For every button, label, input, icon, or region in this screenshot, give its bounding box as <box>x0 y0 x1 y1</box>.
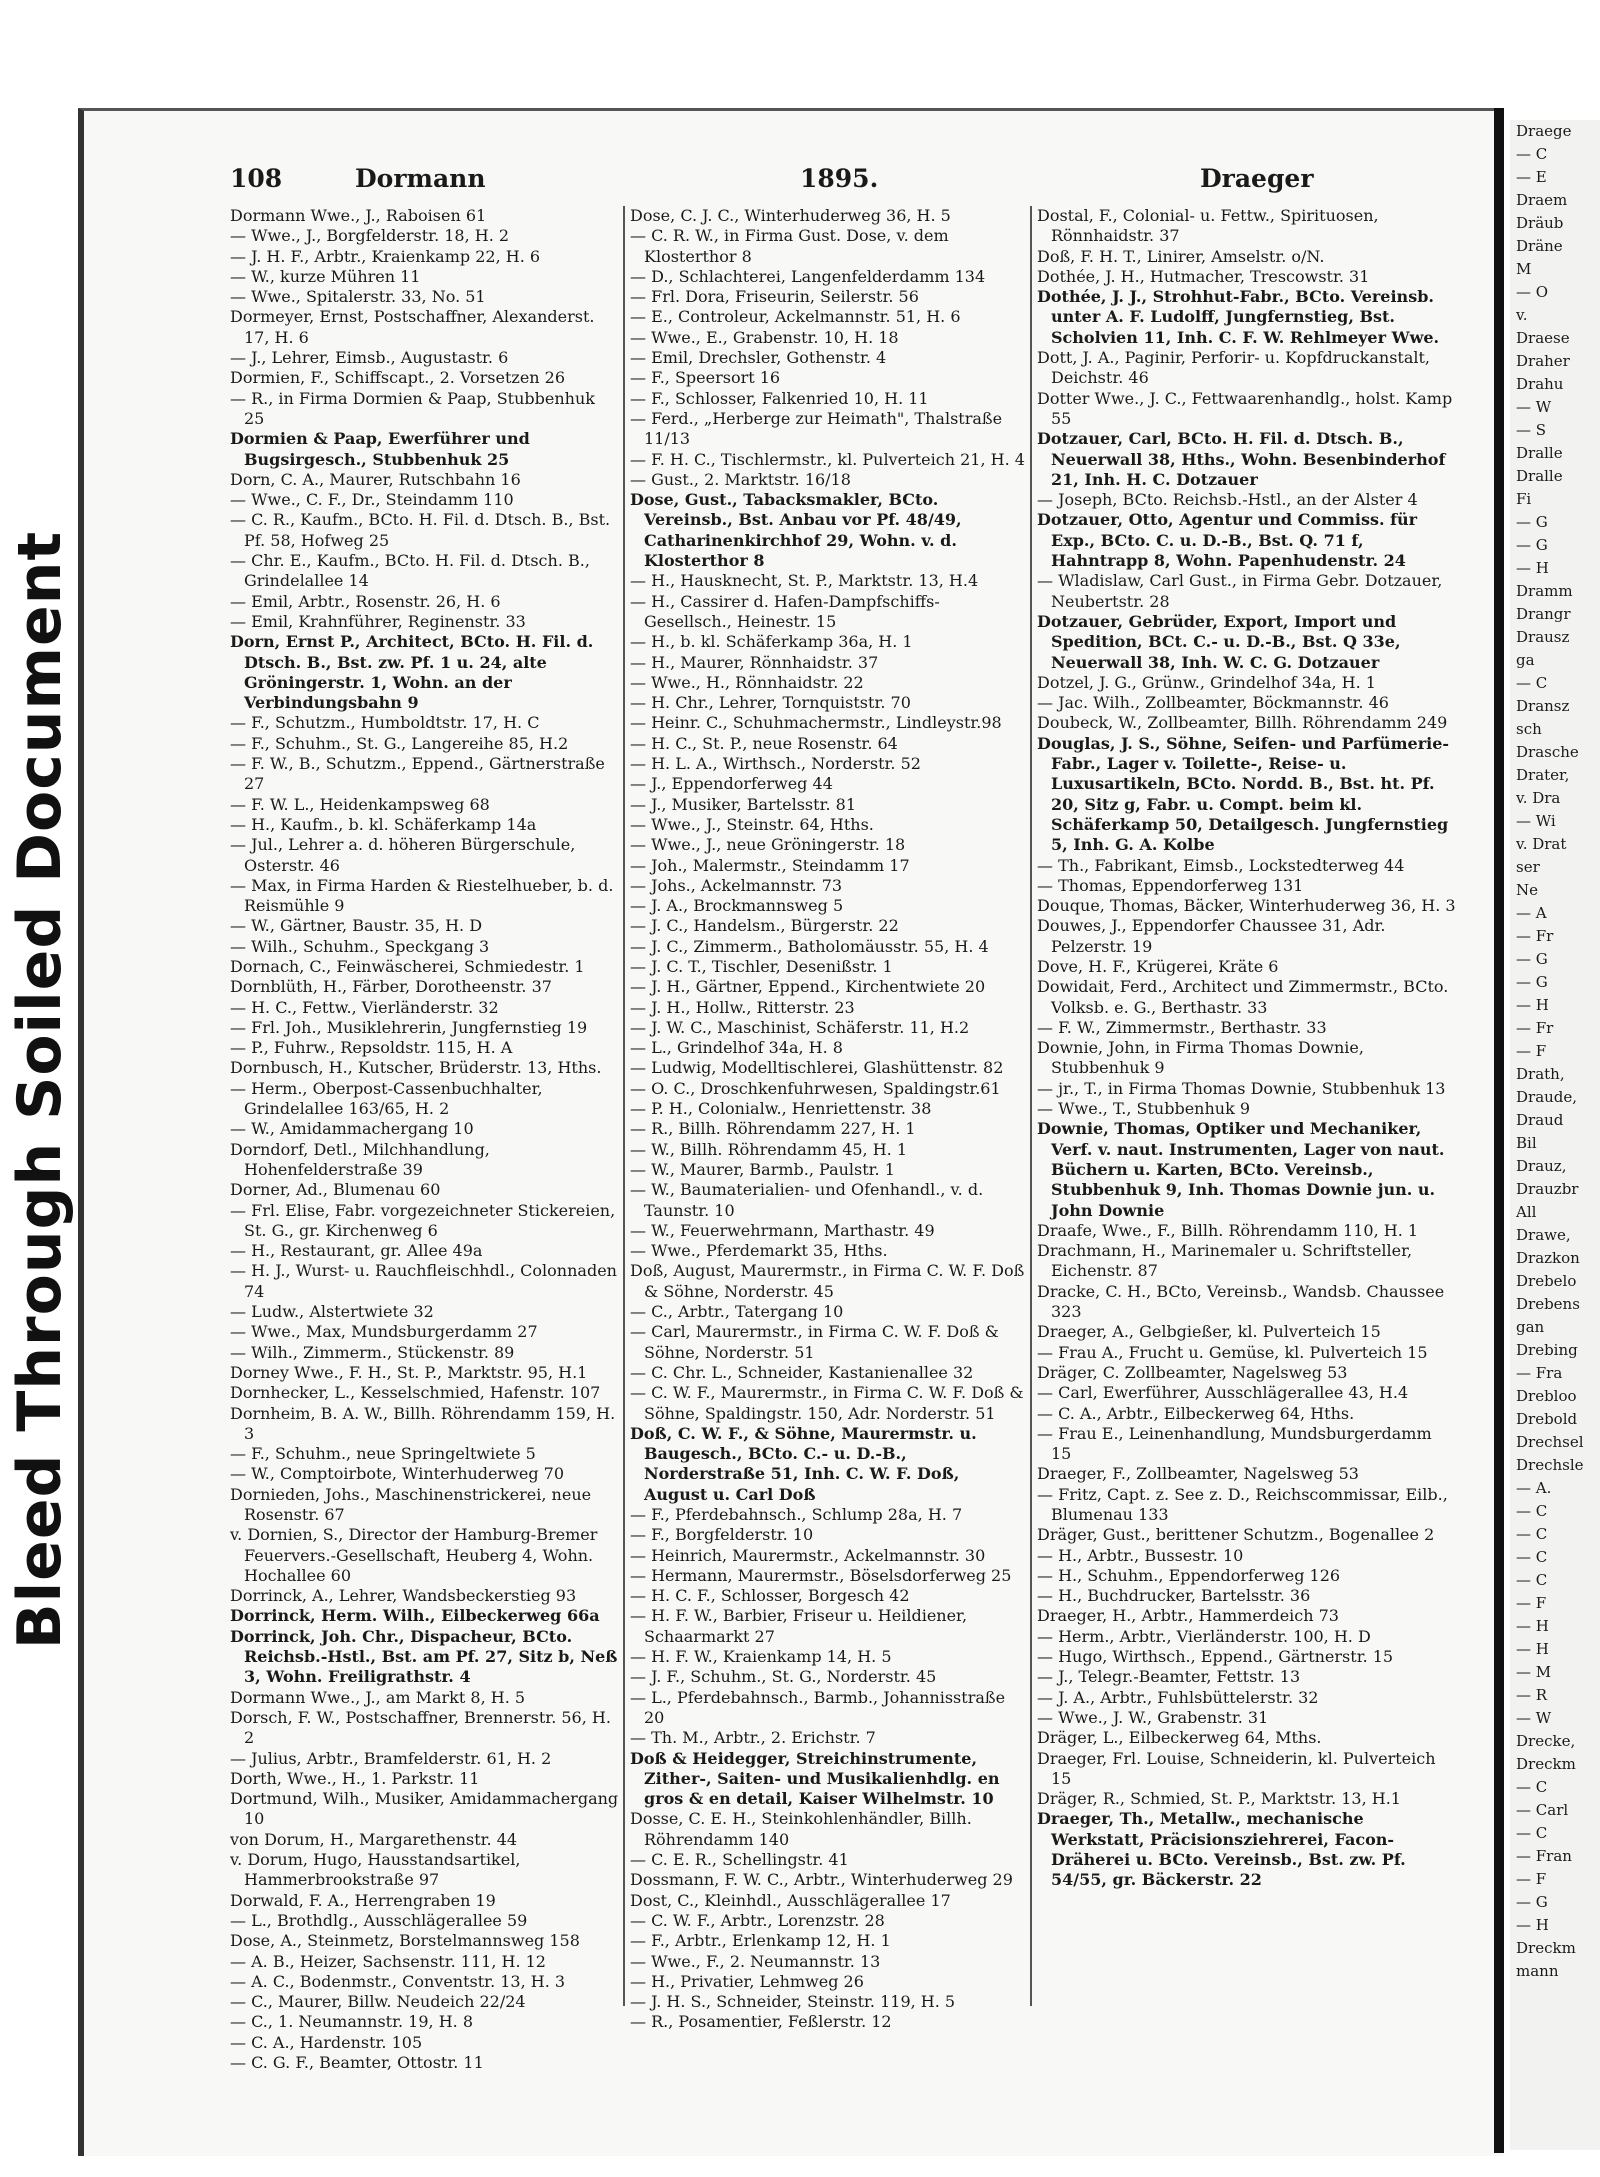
directory-entry: — Heinrich, Maurermstr., Ackelmannstr. 30 <box>630 1545 986 1565</box>
directory-entry: — Herm., Oberpost-Cassenbuchhalter, Grindelallee 163/65, H. 2 <box>230 1078 543 1119</box>
stamp-text: Bleed Through Soiled Document <box>5 530 76 1650</box>
directory-entry: — H., Cassirer d. Hafen-Dampfschiffs-Gesellsch., Heinestr. 15 <box>630 591 940 631</box>
next-page-entry-fragment: — Fra <box>1516 1364 1563 1382</box>
directory-entry: — Wwe., Spitalerstr. 33, No. 51 <box>230 287 486 307</box>
directory-entry: Dothée, J. H., Hutmacher, Trescowstr. 31 <box>1037 266 1370 286</box>
directory-entry: — Wilh., Zimmerm., Stückenstr. 89 <box>230 1342 515 1362</box>
directory-entry: — F., Pferdebahnsch., Schlump 28a, H. 7 <box>630 1505 963 1524</box>
directory-entry: — Emil, Krahnführer, Reginenstr. 33 <box>230 611 526 631</box>
directory-entry: — Th., Fabrikant, Eimsb., Lockstedterweg 44 <box>1037 855 1405 875</box>
directory-entry: — R., in Firma Dormien & Paap, Stubbenhuk 25 <box>230 388 595 428</box>
directory-entry: — H. J., Wurst- u. Rauchfleischhdl., Colonnaden 74 <box>230 1261 617 1301</box>
directory-entry: Dotzauer, Otto, Agentur und Commiss. für Exp., BCto. C. u. D.-B., Bst. Q. 71 f, Hahntrapp 8, Wohn. Papenhudenstr. 24 <box>1037 510 1418 571</box>
next-page-entry-fragment: — C <box>1516 1778 1548 1796</box>
directory-entry: — C. G. F., Beamter, Ottostr. 11 <box>230 2053 484 2073</box>
next-page-entry-fragment: — C <box>1516 674 1548 692</box>
next-page-entry-fragment: gan <box>1516 1318 1545 1336</box>
directory-entry: — W., kurze Mühren 11 <box>230 266 421 286</box>
directory-entry: — Ferd., „Herberge zur Heimath", Thalstraße 11/13 <box>630 408 1003 449</box>
directory-entry: — Wwe., J. W., Grabenstr. 31 <box>1037 1707 1269 1727</box>
next-page-entry-fragment: Draege <box>1516 122 1572 140</box>
directory-entry: — Wwe., F., 2. Neumannstr. 13 <box>630 1951 881 1971</box>
directory-entry: Dormeyer, Ernst, Postschaffner, Alexanderst. 17, H. 6 <box>230 307 595 347</box>
next-page-entry-fragment: Drebelo <box>1516 1272 1577 1290</box>
next-page-entry-fragment: Drebloo <box>1516 1387 1577 1405</box>
directory-entry: Drachmann, H., Marinemaler u. Schriftsteller, Eichenstr. 87 <box>1037 1241 1413 1281</box>
next-page-entry-fragment: Draud <box>1516 1111 1564 1129</box>
directory-entry: — Th. M., Arbtr., 2. Erichstr. 7 <box>630 1728 876 1748</box>
directory-entry: — Wilh., Schuhm., Speckgang 3 <box>230 936 490 956</box>
next-page-entry-fragment: Drangr <box>1516 605 1571 623</box>
directory-entry: Dormien & Paap, Ewerführer und Bugsirgesch., Stubbenhuk 25 <box>230 429 530 469</box>
right-guide-word: Draeger <box>1200 164 1314 193</box>
next-page-entry-fragment: Dramm <box>1516 582 1573 600</box>
directory-entry: — J. A., Brockmannsweg 5 <box>630 896 844 916</box>
directory-entry: — F., Schlosser, Falkenried 10, H. 11 <box>630 388 929 408</box>
next-page-entry-fragment: Dräub <box>1516 214 1564 232</box>
directory-entry: Dräger, R., Schmied, St. P., Marktstr. 13, H.1 <box>1037 1789 1401 1809</box>
directory-entry: Dornach, C., Feinwäscherei, Schmiedestr. 1 <box>230 956 585 976</box>
next-page-entry-fragment: Drechsle <box>1516 1456 1584 1474</box>
directory-entry: Dorndorf, Detl., Milchhandlung, Hohenfelderstraße 39 <box>230 1139 490 1179</box>
directory-entry: Dräger, Gust., berittener Schutzm., Bogenallee 2 <box>1037 1525 1435 1545</box>
directory-entry: — C. W. F., Arbtr., Lorenzstr. 28 <box>630 1910 885 1930</box>
directory-entry: Dormien, F., Schiffscapt., 2. Vorsetzen 26 <box>230 368 566 388</box>
directory-entry: Doß & Heidegger, Streichinstrumente, Zither-, Saiten- und Musikalienhdlg. en gros & en detail, Kaiser Wilhelmstr. 10 <box>630 1748 1000 1809</box>
directory-entry: — F. W., Zimmermstr., Berthastr. 33 <box>1037 1017 1327 1037</box>
directory-entry: Dormann Wwe., J., am Markt 8, H. 5 <box>230 1687 526 1707</box>
next-page-entry-fragment: ser <box>1516 858 1540 876</box>
next-page-entry-fragment: v. <box>1516 306 1528 324</box>
next-page-entry-fragment: — H <box>1516 996 1549 1014</box>
directory-entry: Dossmann, F. W. C., Arbtr., Winterhuderweg 29 <box>630 1870 1013 1890</box>
directory-entry: — H., Schuhm., Eppendorferweg 126 <box>1037 1565 1341 1585</box>
directory-entry: — Frau E., Leinenhandlung, Mundsburgerdamm 15 <box>1037 1423 1432 1464</box>
directory-entry: Dothée, J. J., Strohhut-Fabr., BCto. Vereinsb. unter A. F. Ludolff, Jungfernstieg, Bst. Scholvien 11, Inh. C. F. W. Rehlmeyer Wwe. <box>1037 287 1440 347</box>
directory-entry: Dost, C., Kleinhdl., Ausschlägerallee 17 <box>630 1890 951 1910</box>
directory-entry: Dorth, Wwe., H., 1. Parkstr. 11 <box>230 1768 480 1788</box>
next-page-entry-fragment: Dräne <box>1516 237 1563 255</box>
directory-entry: Doß, F. H. T., Linirer, Amselstr. o/N. <box>1037 246 1325 266</box>
next-page-entry-fragment: Drebens <box>1516 1295 1580 1313</box>
next-page-entry-fragment: — Wi <box>1516 812 1556 830</box>
directory-entry: — Carl, Ewerführer, Ausschlägerallee 43, H.4 <box>1037 1383 1409 1403</box>
page-number: 108 <box>230 164 283 193</box>
next-page-entry-fragment: Draher <box>1516 352 1570 370</box>
next-page-entry-fragment: — F <box>1516 1870 1547 1888</box>
next-page-entry-fragment: Drater, <box>1516 766 1570 784</box>
next-page-entry-fragment: Drauzbr <box>1516 1180 1579 1198</box>
directory-entry: Dortmund, Wilh., Musiker, Amidammachergang 10 <box>230 1789 619 1829</box>
next-page-entry-fragment: — H <box>1516 559 1549 577</box>
directory-entry: — C. W. F., Maurermstr., in Firma C. W. F. Doß & Söhne, Spaldingstr. 150, Adr. Norderstr. 51 <box>630 1383 1024 1423</box>
directory-entry: — W., Feuerwehrmann, Marthastr. 49 <box>630 1220 935 1240</box>
directory-entry: Dotzel, J. G., Grünw., Grindelhof 34a, H. 1 <box>1037 672 1376 692</box>
directory-entry: — E., Controleur, Ackelmannstr. 51, H. 6 <box>630 307 961 327</box>
directory-entry: Douwes, J., Eppendorfer Chaussee 31, Adr. Pelzerstr. 19 <box>1037 916 1386 956</box>
directory-entry: — J. H., Hollw., Ritterstr. 23 <box>630 997 855 1017</box>
directory-column-3 <box>1037 206 1457 2036</box>
directory-entry: — Johs., Ackelmannstr. 73 <box>630 875 843 895</box>
directory-column-2 <box>630 206 1025 2036</box>
next-page-entry-fragment: — S <box>1516 421 1547 439</box>
directory-entry: Douque, Thomas, Bäcker, Winterhuderweg 36, H. 3 <box>1037 896 1456 916</box>
directory-entry: — H. Chr., Lehrer, Tornquiststr. 70 <box>630 693 911 713</box>
soiled-document-stamp <box>0 530 80 1650</box>
directory-entry: — J. A., Arbtr., Fuhlsbüttelerstr. 32 <box>1037 1687 1319 1707</box>
directory-entry: — H., Restaurant, gr. Allee 49a <box>230 1241 483 1261</box>
next-page-entry-fragment: Drawe, <box>1516 1226 1571 1244</box>
directory-entry: — Gust., 2. Marktstr. 16/18 <box>630 469 851 489</box>
directory-entry: Dorn, C. A., Maurer, Rutschbahn 16 <box>230 469 521 489</box>
directory-entry: — J., Telegr.-Beamter, Fettstr. 13 <box>1037 1667 1301 1687</box>
next-page-entry-fragment: — H <box>1516 1916 1549 1934</box>
directory-entry: — J., Lehrer, Eimsb., Augustastr. 6 <box>230 348 509 368</box>
directory-entry: von Dorum, H., Margarethenstr. 44 <box>230 1829 518 1849</box>
directory-entry: — H., Hausknecht, St. P., Marktstr. 13, H.4 <box>630 571 979 591</box>
directory-entry: — C., 1. Neumannstr. 19, H. 8 <box>230 2012 473 2032</box>
directory-entry: Dornbusch, H., Kutscher, Brüderstr. 13, Hths. <box>230 1058 602 1078</box>
directory-entry: — Hermann, Maurermstr., Böselsdorferweg 25 <box>630 1565 1012 1585</box>
directory-entry: Downie, John, in Firma Thomas Downie, Stubbenhuk 9 <box>1037 1038 1364 1078</box>
directory-entry: — Emil, Drechsler, Gothenstr. 4 <box>630 348 887 368</box>
next-page-entry-fragment: — H <box>1516 1640 1549 1658</box>
next-page-entry-fragment: Drazkon <box>1516 1249 1580 1267</box>
directory-entry: — Frl. Joh., Musiklehrerin, Jungfernstieg 19 <box>230 1017 588 1037</box>
directory-entry: — J. C. T., Tischler, Desenißstr. 1 <box>630 956 893 976</box>
directory-entry: Dorney Wwe., F. H., St. P., Marktstr. 95, H.1 <box>230 1362 588 1382</box>
directory-entry: — Fritz, Capt. z. See z. D., Reichscommissar, Eilb., Blumenau 133 <box>1037 1484 1448 1524</box>
next-page-entry-fragment: — F <box>1516 1042 1547 1060</box>
directory-entry: — C. A., Hardenstr. 105 <box>230 2032 423 2052</box>
directory-entry: — L., Grindelhof 34a, H. 8 <box>630 1038 843 1058</box>
directory-entry: Dott, J. A., Paginir, Perforir- u. Kopfdruckanstalt, Deichstr. 46 <box>1037 348 1431 388</box>
directory-entry: — Thomas, Eppendorferweg 131 <box>1037 875 1304 895</box>
directory-entry: — A. C., Bodenmstr., Conventstr. 13, H. 3 <box>230 1971 566 1991</box>
directory-entry: — J. C., Zimmerm., Batholomäusstr. 55, H. 4 <box>630 936 989 956</box>
directory-entry: — Wwe., Pferdemarkt 35, Hths. <box>630 1241 888 1261</box>
directory-entry: — H., Privatier, Lehmweg 26 <box>630 1971 864 1991</box>
directory-entry: — F., Schuhm., neue Springeltwiete 5 <box>230 1444 536 1464</box>
next-page-entry-fragment: Draude, <box>1516 1088 1578 1106</box>
directory-entry: — H., Buchdrucker, Bartelsstr. 36 <box>1037 1586 1311 1606</box>
directory-entry: — F., Schuhm., St. G., Langereihe 85, H.2 <box>230 733 569 753</box>
next-page-entry-fragment: — C <box>1516 1525 1548 1543</box>
directory-entry: — Herm., Arbtr., Vierländerstr. 100, H. D <box>1037 1626 1371 1646</box>
directory-entry: — F., Schutzm., Humboldtstr. 17, H. C <box>230 713 540 733</box>
directory-entry: Dosse, C. E. H., Steinkohlenhändler, Billh. Röhrendamm 140 <box>630 1809 972 1849</box>
next-page-entry-fragment: Drebold <box>1516 1410 1578 1428</box>
directory-entry: Dose, A., Steinmetz, Borstelmannsweg 158 <box>230 1931 580 1951</box>
directory-entry: — W., Baumaterialien- und Ofenhandl., v. d. Taunstr. 10 <box>630 1180 984 1220</box>
next-page-entry-fragment: Drecke, <box>1516 1732 1576 1750</box>
directory-entry: — L., Brothdlg., Ausschlägerallee 59 <box>230 1910 528 1930</box>
directory-entry: — F. W., B., Schutzm., Eppend., Gärtnerstraße 27 <box>230 754 605 794</box>
next-page-entry-fragment: Bil <box>1516 1134 1537 1152</box>
directory-entry: — O. C., Droschkenfuhrwesen, Spaldingstr.61 <box>630 1078 1001 1098</box>
directory-entry: — Ludw., Alstertwiete 32 <box>230 1302 434 1322</box>
directory-entry: — W., Billh. Röhrendamm 45, H. 1 <box>630 1139 908 1159</box>
directory-entry: — C., Maurer, Billw. Neudeich 22/24 <box>230 1992 526 2012</box>
left-guide-word: Dormann <box>355 164 486 193</box>
directory-entry: Draeger, F., Zollbeamter, Nagelsweg 53 <box>1037 1464 1359 1484</box>
directory-entry: — J. H. F., Arbtr., Kraienkamp 22, H. 6 <box>230 246 541 266</box>
directory-entry: — C. R. W., in Firma Gust. Dose, v. dem Klosterthor 8 <box>630 226 949 266</box>
directory-entry: — C. E. R., Schellingstr. 41 <box>630 1850 849 1870</box>
next-page-entry-fragment: — W <box>1516 398 1552 416</box>
directory-column-1 <box>230 206 620 2073</box>
directory-entry: — H., Maurer, Rönnhaidstr. 37 <box>630 652 879 672</box>
directory-entry: Draeger, Frl. Louise, Schneiderin, kl. Pulverteich 15 <box>1037 1748 1436 1788</box>
directory-entry: — C., Arbtr., Tatergang 10 <box>630 1302 844 1322</box>
directory-entry: Dräger, L., Eilbeckerweg 64, Mths. <box>1037 1728 1322 1748</box>
directory-entry: Draeger, H., Arbtr., Hammerdeich 73 <box>1037 1606 1339 1626</box>
next-page-entry-fragment: Dreckm <box>1516 1755 1576 1773</box>
directory-entry: Dotzauer, Gebrüder, Export, Import und Spedition, BCt. C.- u. D.-B., Bst. Q 33e, Neuerwall 38, Inh. W. C. G. Dotzauer <box>1037 611 1401 672</box>
next-page-entry-fragment: Ne <box>1516 881 1539 899</box>
directory-entry: Dotter Wwe., J. C., Fettwaarenhandlg., holst. Kamp 55 <box>1037 388 1453 428</box>
directory-entry: Dowidait, Ferd., Architect und Zimmermstr., BCto. Volksb. e. G., Berthastr. 33 <box>1037 977 1449 1017</box>
directory-entry: — R., Billh. Röhrendamm 227, H. 1 <box>630 1119 916 1139</box>
directory-entry: — J., Musiker, Bartelsstr. 81 <box>630 794 856 814</box>
directory-entry: — H. F. W., Kraienkamp 14, H. 5 <box>630 1647 892 1667</box>
next-page-entry-fragment: Draem <box>1516 191 1568 209</box>
next-page-entry-fragment: — Carl <box>1516 1801 1569 1819</box>
directory-entry: Dornheim, B. A. W., Billh. Röhrendamm 159, H. 3 <box>230 1403 616 1443</box>
next-page-entry-fragment: Drebing <box>1516 1341 1578 1359</box>
directory-entry: — Wwe., E., Grabenstr. 10, H. 18 <box>630 327 899 347</box>
directory-entry: — F., Arbtr., Erlenkamp 12, H. 1 <box>630 1931 891 1951</box>
directory-entry: — A. B., Heizer, Sachsenstr. 111, H. 12 <box>230 1951 546 1971</box>
next-page-entry-fragment: — C <box>1516 1502 1548 1520</box>
directory-entry: — Wwe., Max, Mundsburgerdamm 27 <box>230 1322 538 1342</box>
directory-entry: — Wwe., C. F., Dr., Steindamm 110 <box>230 490 514 510</box>
directory-entry: — Joh., Malermstr., Steindamm 17 <box>630 855 910 875</box>
directory-entry: — H. F. W., Barbier, Friseur u. Heildiener, Schaarmarkt 27 <box>630 1606 968 1646</box>
directory-entry: Dräger, C. Zollbeamter, Nagelsweg 53 <box>1037 1362 1348 1382</box>
directory-entry: Dotzauer, Carl, BCto. H. Fil. d. Dtsch. B., Neuerwall 38, Hths., Wohn. Besenbinderhof 21, Inh. H. C. Dotzauer <box>1037 429 1446 489</box>
directory-entry: Dornblüth, H., Färber, Dorotheenstr. 37 <box>230 977 552 997</box>
directory-entry: Dove, H. F., Krügerei, Kräte 6 <box>1037 956 1279 976</box>
next-page-entry-fragment: — Fr <box>1516 927 1554 945</box>
directory-entry: Doubeck, W., Zollbeamter, Billh. Röhrendamm 249 <box>1037 713 1448 733</box>
directory-entry: — H., b. kl. Schäferkamp 36a, H. 1 <box>630 632 913 652</box>
next-page-entry-fragment: sch <box>1516 720 1542 738</box>
next-page-entry-fragment: Drauz, <box>1516 1157 1567 1175</box>
directory-entry: — C. Chr. L., Schneider, Kastanienallee 32 <box>630 1362 974 1382</box>
next-page-entry-fragment: Fi <box>1516 490 1532 508</box>
next-page-entry-fragment: — C <box>1516 1548 1548 1566</box>
next-page-entry-fragment: — G <box>1516 513 1548 531</box>
directory-entry: — Jul., Lehrer a. d. höheren Bürgerschule, Osterstr. 46 <box>230 835 576 875</box>
directory-entry: — W., Gärtner, Baustr. 35, H. D <box>230 916 483 936</box>
directory-entry: — D., Schlachterei, Langenfelderdamm 134 <box>630 266 986 286</box>
next-page-entry-fragment: All <box>1516 1203 1537 1221</box>
directory-entry: — F., Speersort 16 <box>630 368 781 388</box>
next-page-entry-fragment: v. Dra <box>1516 789 1561 807</box>
directory-entry: — Julius, Arbtr., Bramfelderstr. 61, H. 2 <box>230 1748 552 1768</box>
next-page-entry-fragment: — Fran <box>1516 1847 1572 1865</box>
directory-entry: — Wwe., T., Stubbenhuk 9 <box>1037 1099 1251 1119</box>
directory-entry: Dorrinck, Herm. Wilh., Eilbeckerweg 66a <box>230 1606 600 1626</box>
directory-entry: — Max, in Firma Harden & Riestelhueber, b. d. Reismühle 9 <box>230 875 614 916</box>
directory-entry: — P. H., Colonialw., Henriettenstr. 38 <box>630 1099 932 1119</box>
directory-entry: — J. F., Schuhm., St. G., Norderstr. 45 <box>630 1667 937 1687</box>
directory-entry: Dracke, C. H., BCto, Vereinsb., Wandsb. Chaussee 323 <box>1037 1281 1445 1322</box>
directory-entry: — Frl. Dora, Friseurin, Seilerstr. 56 <box>630 287 919 307</box>
directory-entry: Dorrinck, Joh. Chr., Dispacheur, BCto. Reichsb.-Hstl., Bst. am Pf. 27, Sitz b, Neß 3, Wohn. Freiligrathstr. 4 <box>230 1626 618 1687</box>
directory-entry: — Hugo, Wirthsch., Eppend., Gärtnerstr. 15 <box>1037 1647 1394 1667</box>
directory-entry: Doß, C. W. F., & Söhne, Maurermstr. u. Baugesch., BCto. C.- u. D.-B., Norderstraße 51, Inh. C. W. F. Doß, August u. Carl Doß <box>630 1423 977 1504</box>
directory-entry: — H. L. A., Wirthsch., Norderstr. 52 <box>630 754 921 774</box>
year-heading: 1895. <box>800 164 879 193</box>
directory-entry: — J., Eppendorferweg 44 <box>630 774 833 794</box>
directory-entry: Dorwald, F. A., Herrengraben 19 <box>230 1890 496 1910</box>
next-page-entry-fragment: — H <box>1516 1617 1549 1635</box>
directory-entry: v. Dornien, S., Director der Hamburg-Bremer Feuervers.-Gesellschaft, Heuberg 4, Wohn. Hochallee 60 <box>230 1525 598 1585</box>
directory-entry: — L., Pferdebahnsch., Barmb., Johannisstraße 20 <box>630 1687 1006 1727</box>
directory-entry: Dose, C. J. C., Winterhuderweg 36, H. 5 <box>630 206 951 225</box>
directory-entry: — H. C., St. P., neue Rosenstr. 64 <box>630 733 898 753</box>
next-page-entry-fragment: Dralle <box>1516 444 1563 462</box>
directory-entry: Dorner, Ad., Blumenau 60 <box>230 1180 441 1200</box>
directory-entry: — J. W. C., Maschinist, Schäferstr. 11, H.2 <box>630 1017 970 1037</box>
directory-entry: — Heinr. C., Schuhmachermstr., Lindleystr.98 <box>630 713 1002 733</box>
directory-entry: — W., Comptoirbote, Winterhuderweg 70 <box>230 1464 565 1484</box>
directory-entry: — F. H. C., Tischlermstr., kl. Pulverteich 21, H. 4 <box>630 449 1025 469</box>
next-page-entry-fragment: ga <box>1516 651 1535 669</box>
directory-entry: — Wwe., H., Rönnhaidstr. 22 <box>630 672 864 692</box>
directory-entry: — F. W. L., Heidenkampsweg 68 <box>230 794 490 814</box>
directory-entry: v. Dorum, Hugo, Hausstandsartikel, Hammerbrookstraße 97 <box>230 1850 521 1890</box>
next-page-entry-fragment: — G <box>1516 973 1548 991</box>
directory-entry: — H., Kaufm., b. kl. Schäferkamp 14a <box>230 814 537 834</box>
next-page-entry-fragment: — O <box>1516 283 1549 301</box>
next-page-entry-fragment: — G <box>1516 1893 1548 1911</box>
directory-entry: Dostal, F., Colonial- u. Fettw., Spirituosen, Rönnhaidstr. 37 <box>1037 206 1379 246</box>
next-page-entry-fragment: Drechsel <box>1516 1433 1584 1451</box>
directory-entry: Dornhecker, L., Kesselschmied, Hafenstr. 107 <box>230 1383 601 1403</box>
directory-entry: — W., Maurer, Barmb., Paulstr. 1 <box>630 1159 895 1179</box>
column-divider <box>623 206 625 2006</box>
next-page-entry-fragment: — G <box>1516 950 1548 968</box>
directory-entry: Draeger, Th., Metallw., mechanische Werkstatt, Präcisionsziehrerei, Facon-Dräherei u. BCto. Vereinsb., Bst. zw. Pf. 54/55, gr. Bäckerstr. 22 <box>1037 1809 1406 1890</box>
directory-entry: — Frau A., Frucht u. Gemüse, kl. Pulverteich 15 <box>1037 1342 1428 1362</box>
next-page-entry-fragment: — F <box>1516 1594 1547 1612</box>
directory-entry: — H. C., Fettw., Vierländerstr. 32 <box>230 997 499 1017</box>
directory-entry: Dorrinck, A., Lehrer, Wandsbeckerstieg 93 <box>230 1586 577 1606</box>
next-page-entry-fragment: — C <box>1516 145 1548 163</box>
next-page-entry-fragment: Dransz <box>1516 697 1570 715</box>
next-page-entry-fragment: — A. <box>1516 1479 1552 1497</box>
directory-entry: — jr., T., in Firma Thomas Downie, Stubbenhuk 13 <box>1037 1078 1446 1098</box>
directory-entry: — Wwe., J., Borgfelderstr. 18, H. 2 <box>230 226 510 246</box>
next-page-entry-fragment: — E <box>1516 168 1547 186</box>
next-page-entry-fragment: Drath, <box>1516 1065 1565 1083</box>
page-gutter <box>1494 108 1504 2153</box>
directory-entry: — R., Posamentier, Feßlerstr. 12 <box>630 2012 892 2032</box>
directory-entry: Doß, August, Maurermstr., in Firma C. W. F. Doß & Söhne, Norderstr. 45 <box>630 1261 1025 1301</box>
next-page-entry-fragment: — G <box>1516 536 1548 554</box>
directory-entry: Dornieden, Johs., Maschinenstrickerei, neue Rosenstr. 67 <box>230 1484 592 1524</box>
directory-entry: Downie, Thomas, Optiker und Mechaniker, Verf. v. naut. Instrumenten, Lager von naut. Büchern u. Karten, BCto. Vereinsb., Stubbenhuk 9, Inh. Thomas Downie jun. u. John Downie <box>1037 1119 1445 1220</box>
next-page-edge <box>1510 120 1600 2150</box>
directory-entry: — W., Amidammachergang 10 <box>230 1119 474 1139</box>
directory-entry: — J. H. S., Schneider, Steinstr. 119, H. 5 <box>630 1992 956 2012</box>
next-page-entry-fragment: — Fr <box>1516 1019 1554 1037</box>
page-header <box>230 164 1490 204</box>
directory-entry: — C. A., Arbtr., Eilbeckerweg 64, Hths. <box>1037 1403 1355 1423</box>
directory-entry: Draeger, A., Gelbgießer, kl. Pulverteich 15 <box>1037 1322 1381 1342</box>
directory-entry: — Chr. E., Kaufm., BCto. H. Fil. d. Dtsch. B., Grindelallee 14 <box>230 551 590 591</box>
directory-entry: — J. C., Handelsm., Bürgerstr. 22 <box>630 916 899 936</box>
next-page-entry-fragment: — M <box>1516 1663 1552 1681</box>
next-page-entry-fragment: — W <box>1516 1709 1552 1727</box>
directory-entry: — Joseph, BCto. Reichsb.-Hstl., an der Alster 4 <box>1037 490 1418 510</box>
directory-entry: Dose, Gust., Tabacksmakler, BCto. Vereinsb., Bst. Anbau vor Pf. 48/49, Catharinenkirchhof 29, Wohn. v. d. Klosterthor 8 <box>630 490 962 571</box>
directory-entry: — H., Arbtr., Bussestr. 10 <box>1037 1545 1244 1565</box>
column-divider <box>1030 206 1032 2006</box>
directory-entry: — H. C. F., Schlosser, Borgesch 42 <box>630 1586 910 1606</box>
directory-entry: — Wladislaw, Carl Gust., in Firma Gebr. Dotzauer, Neubertstr. 28 <box>1037 571 1443 611</box>
next-page-entry-fragment: Dreckm <box>1516 1939 1576 1957</box>
directory-entry: — Wwe., J., Steinstr. 64, Hths. <box>630 814 874 834</box>
directory-entry: — P., Fuhrw., Repsoldstr. 115, H. A <box>230 1038 513 1058</box>
next-page-entry-fragment: Drahu <box>1516 375 1564 393</box>
directory-entry: Douglas, J. S., Söhne, Seifen- und Parfümerie-Fabr., Lager v. Toilette-, Reise- u. Luxusartikeln, BCto. Nordd. B., Bst. ht. Pf. 20, Sitz g, Fabr. u. Compt. beim kl. Schäferkamp 50, Detailgesch. Jungfernstieg 5, Inh. G. A. Kolbe <box>1037 733 1450 855</box>
directory-entry: — Wwe., J., neue Gröningerstr. 18 <box>630 835 906 855</box>
directory-entry: Draafe, Wwe., F., Billh. Röhrendamm 110, H. 1 <box>1037 1220 1419 1240</box>
next-page-entry-fragment: — C <box>1516 1571 1548 1589</box>
next-page-entry-fragment: — A <box>1516 904 1547 922</box>
next-page-entry-fragment: Drasche <box>1516 743 1579 761</box>
next-page-entry-fragment: mann <box>1516 1962 1559 1980</box>
directory-entry: — C. R., Kaufm., BCto. H. Fil. d. Dtsch. B., Bst. Pf. 58, Hofweg 25 <box>230 510 611 550</box>
directory-entry: — J. H., Gärtner, Eppend., Kirchentwiete 20 <box>630 977 986 997</box>
next-page-entry-fragment: — C <box>1516 1824 1548 1842</box>
next-page-entry-fragment: Draese <box>1516 329 1570 347</box>
next-page-entry-fragment: M <box>1516 260 1532 278</box>
directory-entry: Dormann Wwe., J., Raboisen 61 <box>230 206 487 225</box>
directory-entry: — Carl, Maurermstr., in Firma C. W. F. Doß & Söhne, Norderstr. 51 <box>630 1322 999 1362</box>
directory-entry: — F., Borgfelderstr. 10 <box>630 1525 814 1545</box>
next-page-entry-fragment: v. Drat <box>1516 835 1567 853</box>
next-page-entry-fragment: — R <box>1516 1686 1548 1704</box>
directory-entry: — Ludwig, Modelltischlerei, Glashüttenstr. 82 <box>630 1058 1004 1078</box>
directory-entry: Dorn, Ernst P., Architect, BCto. H. Fil. d. Dtsch. B., Bst. zw. Pf. 1 u. 24, alte Gröningerstr. 1, Wohn. an der Verbindungsbahn 9 <box>230 632 594 713</box>
next-page-entry-fragment: Drausz <box>1516 628 1570 646</box>
directory-entry: — Frl. Elise, Fabr. vorgezeichneter Stickereien, St. G., gr. Kirchenweg 6 <box>230 1200 616 1240</box>
directory-entry: Dorsch, F. W., Postschaffner, Brennerstr. 56, H. 2 <box>230 1707 611 1748</box>
next-page-entry-fragment: Dralle <box>1516 467 1563 485</box>
directory-entry: — Emil, Arbtr., Rosenstr. 26, H. 6 <box>230 591 501 611</box>
directory-entry: — Jac. Wilh., Zollbeamter, Böckmannstr. 46 <box>1037 693 1389 713</box>
